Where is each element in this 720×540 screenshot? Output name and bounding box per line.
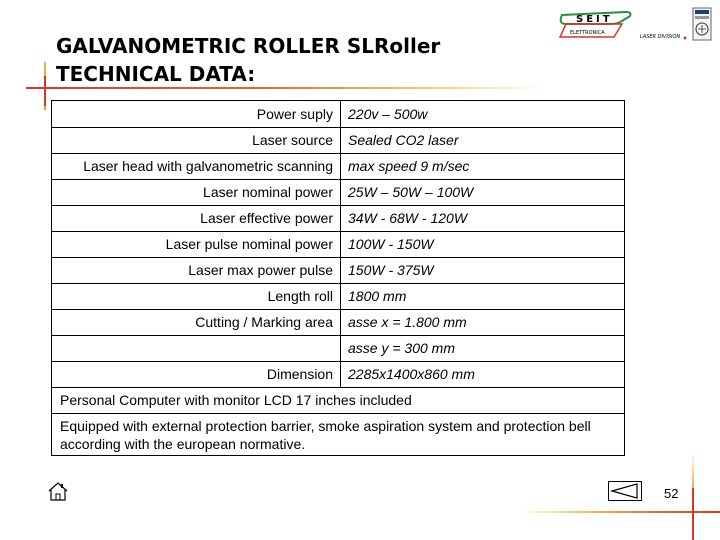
spec-label: Cutting / Marking area: [52, 309, 341, 335]
spec-label: Laser effective power: [52, 205, 341, 231]
table-row-pc: [52, 387, 624, 414]
table-row: [52, 231, 624, 258]
table-row: [52, 179, 624, 206]
table-row: [52, 309, 624, 336]
page-number: 52: [664, 486, 679, 501]
spec-value: 100W - 150W: [348, 236, 434, 252]
decor-bottom-vertical-fade: [692, 452, 694, 492]
spec-label: [52, 335, 341, 361]
spec-value: asse x = 1.800 mm: [348, 314, 467, 330]
spec-value: 150W - 375W: [348, 262, 434, 278]
note-pc: Personal Computer with monitor LCD 17 inches included: [60, 392, 412, 408]
back-button[interactable]: [608, 481, 642, 501]
spec-label: Power suply: [52, 101, 341, 127]
table-row: [52, 101, 624, 128]
spec-value: asse y = 300 mm: [348, 340, 455, 356]
table-row: [52, 335, 624, 362]
table-row: [52, 127, 624, 154]
spec-label: Laser nominal power: [52, 179, 341, 205]
spec-label: Laser pulse nominal power: [52, 231, 341, 257]
table-row: [52, 205, 624, 232]
spec-value: 220v – 500w: [348, 106, 428, 122]
home-icon[interactable]: [47, 480, 69, 502]
note-equipment: Equipped with external protection barrier, smoke aspiration system and protection bell according with the european normative.: [60, 418, 591, 452]
logo-sub: ELETTRONICA: [570, 30, 605, 36]
table-row: [52, 361, 624, 388]
spec-label: Dimension: [52, 361, 341, 387]
spec-value: 2285x1400x860 mm: [348, 366, 475, 382]
decor-bottom-line: [520, 511, 720, 513]
seit-logo: [552, 7, 688, 43]
technical-data-table: [51, 100, 625, 456]
spec-value: 34W - 68W - 120W: [348, 210, 468, 226]
back-arrow-icon: [609, 482, 641, 500]
spec-label: Laser head with galvanometric scanning: [52, 153, 341, 179]
decor-vertical-line-red: [44, 76, 46, 106]
title-line-2: TECHNICAL DATA:: [56, 62, 256, 86]
table-row: [52, 257, 624, 284]
logo-brand: SEIT: [576, 14, 613, 25]
page-title: [56, 32, 440, 88]
table-row: [52, 153, 624, 180]
spec-label: Laser source: [52, 127, 341, 153]
spec-value: Sealed CO2 laser: [348, 132, 459, 148]
title-line-1: GALVANOMETRIC ROLLER SLRoller: [56, 34, 441, 58]
table-row-equipment: [52, 413, 624, 473]
spec-value: 25W – 50W – 100W: [348, 184, 474, 200]
logo-division: LASER DIVISION: [640, 34, 681, 40]
spec-label: Length roll: [52, 283, 341, 309]
table-row: [52, 283, 624, 310]
spec-value: max speed 9 m/sec: [348, 158, 470, 174]
spec-label: Laser max power pulse: [52, 257, 341, 283]
decor-bottom-vertical-line: [692, 488, 694, 540]
spec-value: 1800 mm: [348, 288, 407, 304]
certification-badge-icon: [692, 7, 712, 41]
